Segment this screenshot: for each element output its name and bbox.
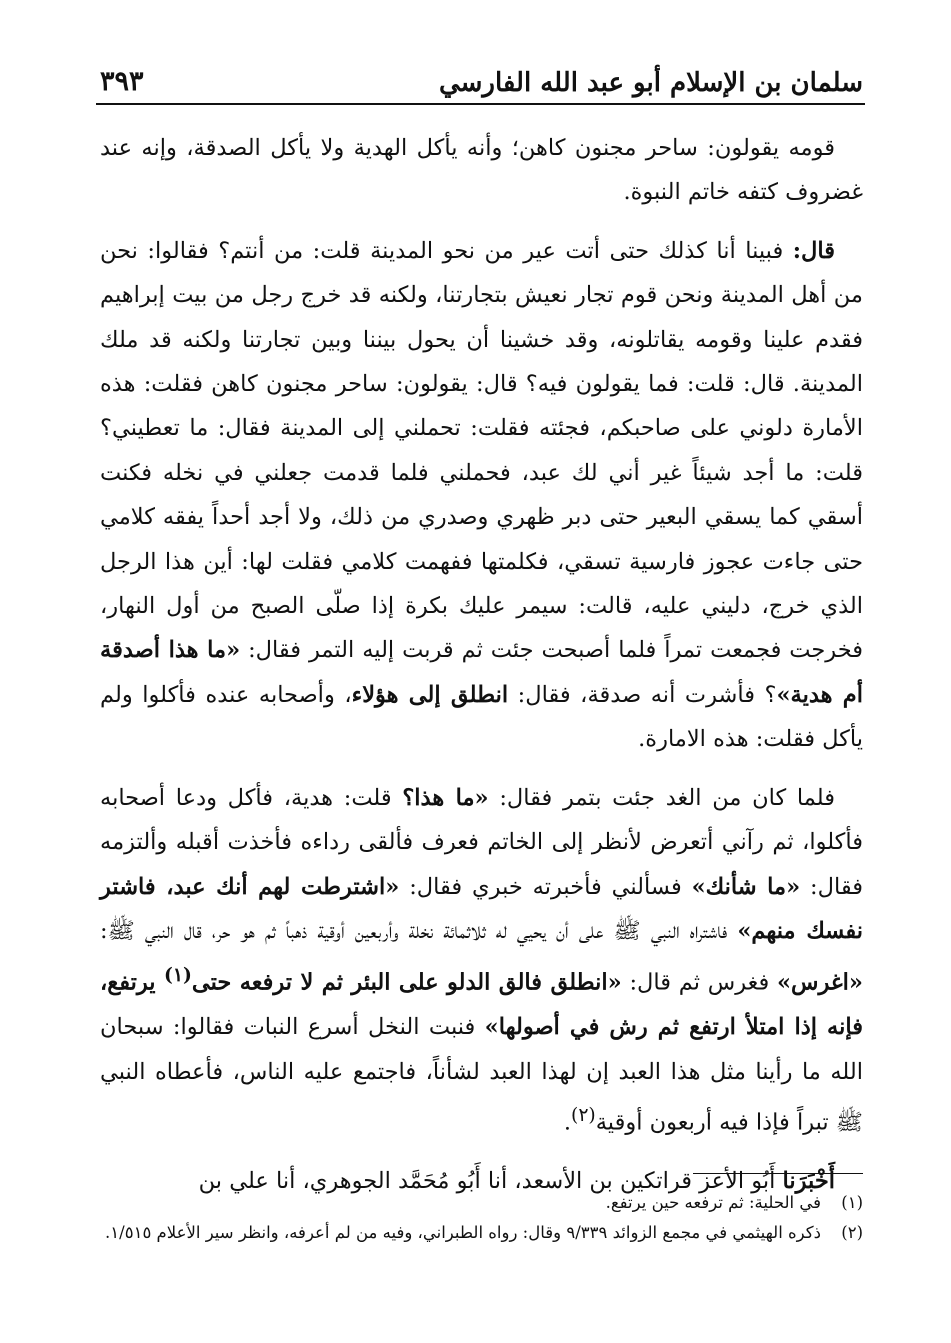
paragraph-lead-word: أَخْبَرَنا	[782, 1167, 835, 1194]
paragraph-2: قال: فبينا أنا كذلك حتى أتت عير من نحو المدينة قلت: من أنتم؟ فقالوا: نحن من أهل المدينة ونحن قوم تجار نعيش بتجارتنا، ولكنه قد خرج رجل من بيت إبراهيم فقدم علينا وقومه يقاتلونه، وقد خشينا أن يحول بيننا وبين تجارتنا ولكنه قد ملك المدينة. قال: قلت: فما يقولون فيه؟ قال: يقولون: ساحر مجنون كاهن فقلت: هذه الأمارة دلوني على صاحبكم، فجئته فقلت: تحملني إلى المدينة فقال: ما تعطيني؟ قلت: ما أجد شيئاً غير أني لك عبد، فحملني فلما قدمت جعلني في نخله فكنت أسقي كما يسقي البعير حتى دبر ظهري وصدري من ذلك، ولا أجد أحداً يفقه كلامي حتى جاءت عجوز فارسية تسقي، فكلمتها ففهمت كلامي فقلت لها: أين هذا الرجل الذي خرج، دليني عليه، قالت: سيمر عليك بكرة إذا صلّى الصبح من أول النهار، فخرجت فجمعت تمراً فلما أصبحت جئت ثم قربت إليه التمر فقال: «ما هذا أصدقة أم هدية»؟ فأشرت أنه صدقة، فقال: انطلق إلى هؤلاء، وأصحابه عنده فأكلوا ولم يأكل فقلت: هذه الامارة.	[100, 237, 863, 753]
footnote-number: (٢)	[841, 1223, 863, 1242]
quote-text: «اشترطت لهم أنك عبد، فاشتر نفسك منهم»	[100, 873, 863, 944]
quote-text: «اغرس»	[776, 969, 863, 996]
footnote-text: ذكره الهيثمي في مجمع الزوائد ٩/٣٣٩ وقال: رواه الطبراني، وفيه من لم أعرفه، وانظر سير الأعلام ١/٥١٥.	[105, 1223, 821, 1242]
paragraph-1: قومه يقولون: ساحر مجنون كاهن؛ وأنه يأكل الهدية ولا يأكل الصدقة، وإنه عند غضروف كتفه خاتم النبوة.	[100, 135, 863, 206]
quote-text: «ما هذا أصدقة أم هدية»	[100, 637, 863, 708]
header-rule	[96, 103, 865, 105]
paragraph-lead-word: قال:	[792, 237, 835, 264]
paragraph-3: فلما كان من الغد جئت بتمر فقال: «ما هذا؟ قلت: هدية، فأكل ودعا أصحابه فأكلوا، ثم رآني أتعرض لأنظر إلى الخاتم فعرف فألقى رداءه فأخذت أقبله وألتزمه فقال: «ما شأنك» فسألني فأخبرته خبري فقال: «اشترطت لهم أنك عبد، فاشتر نفسك منهم» فاشتراه النبي ﷺ على أن يحيي له ثلاثمائة نخلة وأربعين أوقية ذهباً ثم هو حر، قال النبي ﷺ: «اغرس» فغرس ثم قال: «انطلق فالق الدلو على البئر ثم لا ترفعه حتى$^{(١)}$ يرتفع، فإنه إذا امتلأ ارتفع ثم رش في أصولها» فنبت النخل أسرع النبات فقالوا: سبحان الله ما رأينا مثل هذا العبد إن لهذا العبد لشأناً، فاجتمع عليه الناس، فأعطاه النبي ﷺ تبراً فإذا فيه أربعون أوقية$^{(٢)}$.	[100, 784, 863, 1136]
footnote-number: (١)	[841, 1193, 863, 1212]
paragraph-4: أَخْبَرَنا أَبُو الأعز قراتكين بن الأسعد، أنا أَبُو مُحَمَّد الجوهري، أنا علي بن	[198, 1167, 835, 1194]
page-number: ٣٩٣	[100, 66, 144, 97]
quote-text: «ما شأنك»	[691, 873, 801, 900]
footnotes	[100, 1188, 863, 1248]
footnote-ref-1: (١)	[164, 964, 192, 987]
quote-text: «ما هذا؟	[402, 784, 489, 811]
footnote-ref-2: (٢)	[571, 1105, 596, 1127]
body-text	[100, 126, 863, 1203]
footnote-text: في الحلية: ثم ترفعه حين يرتفع.	[605, 1193, 821, 1212]
quote-text: يرتفع، فإنه إذا امتلأ ارتفع ثم رش في أصولها»	[100, 969, 863, 1041]
footnote-1	[100, 1188, 863, 1218]
quote-text: انطلق إلى هؤلاء	[351, 681, 509, 708]
running-title: سلمان بن الإسلام أبو عبد الله الفارسي	[438, 68, 863, 98]
quote-text: «انطلق فالق الدلو على البئر ثم لا ترفعه حتى	[191, 969, 622, 996]
footnote-2	[100, 1218, 863, 1248]
footnote-rule	[693, 1173, 863, 1174]
page-header	[100, 62, 863, 106]
